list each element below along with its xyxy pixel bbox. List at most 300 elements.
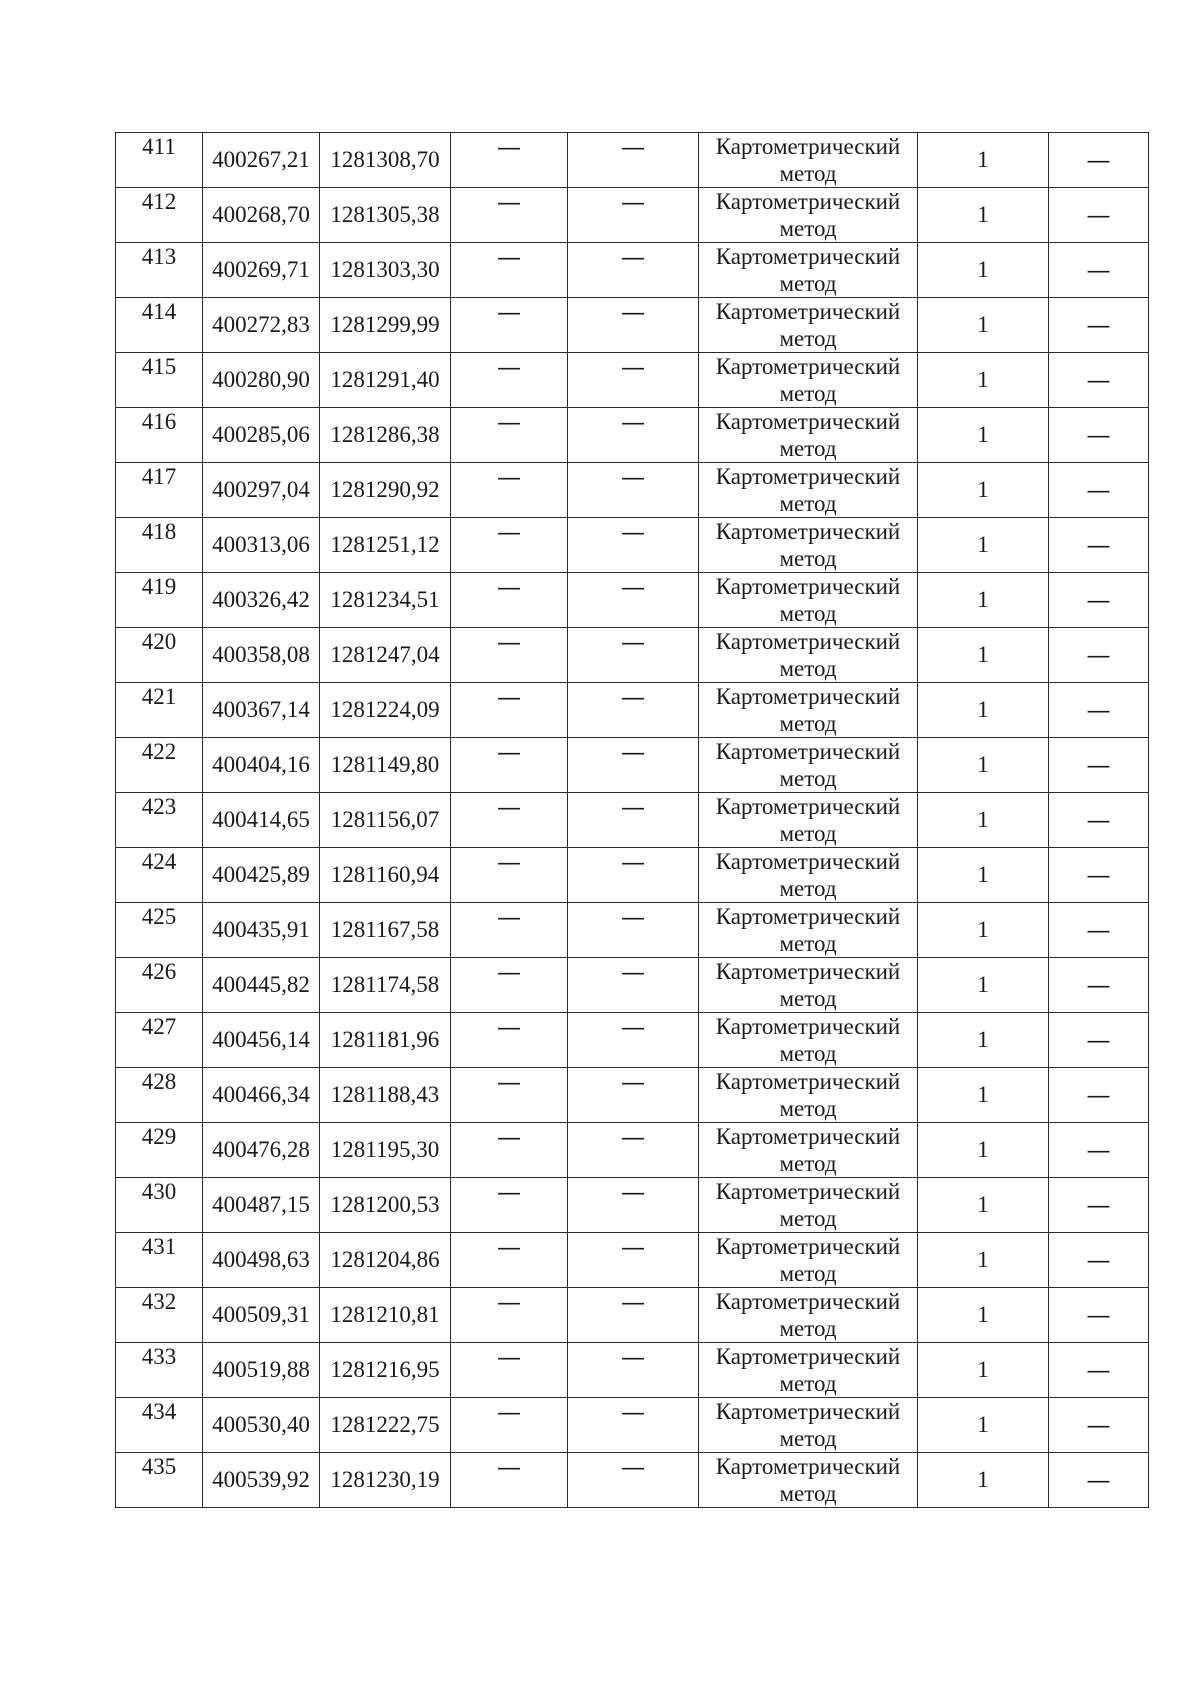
empty-dash-cell — [568, 518, 699, 573]
coordinate-y: 1281286,38 — [320, 408, 451, 463]
method-text-line2: метод — [779, 216, 837, 241]
empty-dash-cell — [451, 573, 568, 628]
coordinate-x: 400466,34 — [203, 1068, 320, 1123]
empty-dash-cell — [451, 903, 568, 958]
point-number: 412 — [116, 188, 203, 243]
dash-mark: — — [1086, 1245, 1111, 1274]
empty-dash-cell — [1049, 133, 1149, 188]
dash-mark: — — [497, 1123, 521, 1151]
point-number: 414 — [116, 298, 203, 353]
empty-dash-cell — [1049, 408, 1149, 463]
table-body — [116, 133, 1149, 1508]
empty-dash-cell — [568, 463, 699, 518]
method-text-line2: метод — [779, 161, 837, 186]
coordinate-y: 1281222,75 — [320, 1398, 451, 1453]
dash-mark: — — [1086, 860, 1111, 889]
method-cell — [699, 683, 918, 738]
method-text-line1: Картометрический — [715, 574, 901, 599]
method-text-line2: метод — [779, 931, 837, 956]
empty-dash-cell — [1049, 628, 1149, 683]
table-row — [116, 1233, 1149, 1288]
method-cell — [699, 188, 918, 243]
method-text-line1: Картометрический — [715, 409, 901, 434]
method-text-line1: Картометрический — [715, 519, 901, 544]
coordinate-y: 1281299,99 — [320, 298, 451, 353]
accuracy-cell: 1 — [918, 298, 1049, 353]
coordinate-y: 1281230,19 — [320, 1453, 451, 1508]
dash-mark: — — [497, 133, 521, 161]
method-text-line1: Картометрический — [715, 1234, 901, 1259]
method-text-line2: метод — [779, 271, 837, 296]
method-text-line2: метод — [779, 821, 837, 846]
empty-dash-cell — [1049, 518, 1149, 573]
empty-dash-cell — [1049, 903, 1149, 958]
point-number: 417 — [116, 463, 203, 518]
coordinate-y: 1281290,92 — [320, 463, 451, 518]
point-number: 413 — [116, 243, 203, 298]
coordinate-x: 400404,16 — [203, 738, 320, 793]
method-text-line2: метод — [779, 1261, 837, 1286]
method-text-line2: метод — [779, 876, 837, 901]
dash-mark: — — [1086, 1410, 1111, 1439]
table-row — [116, 738, 1149, 793]
point-number: 420 — [116, 628, 203, 683]
method-cell — [699, 848, 918, 903]
coordinate-y: 1281149,80 — [320, 738, 451, 793]
table-row — [116, 628, 1149, 683]
dash-mark: — — [497, 1178, 521, 1206]
method-text-line1: Картометрический — [715, 1289, 901, 1314]
empty-dash-cell — [451, 1123, 568, 1178]
dash-mark: — — [497, 793, 521, 821]
accuracy-cell: 1 — [918, 133, 1049, 188]
table-row — [116, 848, 1149, 903]
empty-dash-cell — [1049, 1398, 1149, 1453]
dash-mark: — — [621, 1398, 645, 1426]
dash-mark: — — [621, 518, 645, 546]
empty-dash-cell — [451, 738, 568, 793]
coordinate-x: 400367,14 — [203, 683, 320, 738]
method-text-line1: Картометрический — [715, 189, 901, 214]
method-text-line1: Картометрический — [715, 849, 901, 874]
empty-dash-cell — [568, 353, 699, 408]
table-row — [116, 1178, 1149, 1233]
method-text-line2: метод — [779, 1151, 837, 1176]
coordinate-y: 1281188,43 — [320, 1068, 451, 1123]
accuracy-cell: 1 — [918, 738, 1049, 793]
table-row — [116, 353, 1149, 408]
coordinate-y: 1281247,04 — [320, 628, 451, 683]
empty-dash-cell — [1049, 573, 1149, 628]
dash-mark: — — [621, 353, 645, 381]
dash-mark: — — [1086, 1465, 1111, 1494]
method-text-line2: метод — [779, 546, 837, 571]
empty-dash-cell — [568, 1233, 699, 1288]
method-cell — [699, 903, 918, 958]
coordinate-y: 1281156,07 — [320, 793, 451, 848]
dash-mark: — — [1086, 585, 1111, 614]
method-text-line2: метод — [779, 436, 837, 461]
dash-mark: — — [497, 1453, 521, 1481]
point-number: 435 — [116, 1453, 203, 1508]
dash-mark: — — [1086, 695, 1111, 724]
method-cell — [699, 243, 918, 298]
empty-dash-cell — [1049, 1288, 1149, 1343]
empty-dash-cell — [568, 408, 699, 463]
point-number: 411 — [116, 133, 203, 188]
dash-mark: — — [497, 1343, 521, 1371]
empty-dash-cell — [1049, 1453, 1149, 1508]
method-text-line2: метод — [779, 601, 837, 626]
empty-dash-cell — [568, 298, 699, 353]
table-row — [116, 1343, 1149, 1398]
coordinate-y: 1281167,58 — [320, 903, 451, 958]
point-number: 433 — [116, 1343, 203, 1398]
method-cell — [699, 133, 918, 188]
empty-dash-cell — [1049, 793, 1149, 848]
coordinate-x: 400530,40 — [203, 1398, 320, 1453]
method-text-line1: Картометрический — [715, 1454, 901, 1479]
method-text-line1: Картометрический — [715, 1124, 901, 1149]
dash-mark: — — [1086, 1355, 1111, 1384]
dash-mark: — — [1086, 915, 1111, 944]
accuracy-cell: 1 — [918, 683, 1049, 738]
table-row — [116, 793, 1149, 848]
empty-dash-cell — [451, 958, 568, 1013]
method-cell — [699, 958, 918, 1013]
method-cell — [699, 628, 918, 683]
dash-mark: — — [621, 1233, 645, 1261]
accuracy-cell: 1 — [918, 353, 1049, 408]
coordinate-x: 400268,70 — [203, 188, 320, 243]
empty-dash-cell — [451, 1288, 568, 1343]
method-text-line2: метод — [779, 1206, 837, 1231]
coordinate-y: 1281181,96 — [320, 1013, 451, 1068]
method-text-line2: метод — [779, 711, 837, 736]
method-text-line1: Картометрический — [715, 134, 901, 159]
dash-mark: — — [1086, 145, 1111, 174]
dash-mark: — — [497, 298, 521, 326]
coordinate-y: 1281195,30 — [320, 1123, 451, 1178]
method-text-line1: Картометрический — [715, 959, 901, 984]
coordinate-x: 400313,06 — [203, 518, 320, 573]
empty-dash-cell — [451, 133, 568, 188]
dash-mark: — — [621, 793, 645, 821]
coordinate-x: 400297,04 — [203, 463, 320, 518]
accuracy-cell: 1 — [918, 188, 1049, 243]
method-text-line1: Картометрический — [715, 1069, 901, 1094]
dash-mark: — — [621, 1453, 645, 1481]
method-text-line1: Картометрический — [715, 739, 901, 764]
table-row — [116, 243, 1149, 298]
coordinate-x: 400280,90 — [203, 353, 320, 408]
dash-mark: — — [497, 463, 521, 491]
dash-mark: — — [497, 518, 521, 546]
method-cell — [699, 1123, 918, 1178]
method-cell — [699, 1068, 918, 1123]
coordinate-x: 400267,21 — [203, 133, 320, 188]
method-cell — [699, 1288, 918, 1343]
method-text-line1: Картометрический — [715, 629, 901, 654]
point-number: 415 — [116, 353, 203, 408]
coordinate-x: 400487,15 — [203, 1178, 320, 1233]
table-row — [116, 518, 1149, 573]
accuracy-cell: 1 — [918, 518, 1049, 573]
coordinate-y: 1281224,09 — [320, 683, 451, 738]
method-cell — [699, 408, 918, 463]
dash-mark: — — [1086, 475, 1111, 504]
point-number: 423 — [116, 793, 203, 848]
dash-mark: — — [621, 1343, 645, 1371]
method-cell — [699, 793, 918, 848]
table-row — [116, 1453, 1149, 1508]
method-text-line1: Картометрический — [715, 684, 901, 709]
empty-dash-cell — [451, 793, 568, 848]
table-row — [116, 1013, 1149, 1068]
point-number: 421 — [116, 683, 203, 738]
point-number: 425 — [116, 903, 203, 958]
dash-mark: — — [1086, 750, 1111, 779]
dash-mark: — — [621, 683, 645, 711]
method-text-line2: метод — [779, 1426, 837, 1451]
accuracy-cell: 1 — [918, 903, 1049, 958]
accuracy-cell: 1 — [918, 958, 1049, 1013]
method-text-line1: Картометрический — [715, 299, 901, 324]
coordinate-x: 400435,91 — [203, 903, 320, 958]
accuracy-cell: 1 — [918, 793, 1049, 848]
dash-mark: — — [1086, 1300, 1111, 1329]
empty-dash-cell — [1049, 1068, 1149, 1123]
coordinate-x: 400414,65 — [203, 793, 320, 848]
accuracy-cell: 1 — [918, 628, 1049, 683]
empty-dash-cell — [451, 408, 568, 463]
coordinate-y: 1281305,38 — [320, 188, 451, 243]
empty-dash-cell — [568, 683, 699, 738]
empty-dash-cell — [568, 1068, 699, 1123]
method-text-line2: метод — [779, 1481, 837, 1506]
method-cell — [699, 518, 918, 573]
dash-mark: — — [621, 463, 645, 491]
method-text-line1: Картометрический — [715, 1014, 901, 1039]
empty-dash-cell — [1049, 463, 1149, 518]
accuracy-cell: 1 — [918, 243, 1049, 298]
method-cell — [699, 1343, 918, 1398]
empty-dash-cell — [1049, 848, 1149, 903]
empty-dash-cell — [568, 1123, 699, 1178]
dash-mark: — — [497, 1013, 521, 1041]
method-cell — [699, 1178, 918, 1233]
empty-dash-cell — [568, 1343, 699, 1398]
accuracy-cell: 1 — [918, 848, 1049, 903]
empty-dash-cell — [1049, 683, 1149, 738]
empty-dash-cell — [451, 628, 568, 683]
dash-mark: — — [497, 1233, 521, 1261]
method-text-line1: Картометрический — [715, 464, 901, 489]
empty-dash-cell — [1049, 1013, 1149, 1068]
method-text-line2: метод — [779, 1041, 837, 1066]
empty-dash-cell — [451, 1068, 568, 1123]
coordinate-y: 1281303,30 — [320, 243, 451, 298]
dash-mark: — — [621, 573, 645, 601]
table-row — [116, 1068, 1149, 1123]
accuracy-cell: 1 — [918, 1453, 1049, 1508]
coordinate-y: 1281200,53 — [320, 1178, 451, 1233]
empty-dash-cell — [451, 243, 568, 298]
method-text-line1: Картометрический — [715, 1179, 901, 1204]
method-cell — [699, 353, 918, 408]
coordinate-y: 1281174,58 — [320, 958, 451, 1013]
dash-mark: — — [1086, 200, 1111, 229]
dash-mark: — — [621, 133, 645, 161]
method-text-line1: Картометрический — [715, 1344, 901, 1369]
dash-mark: — — [621, 1288, 645, 1316]
empty-dash-cell — [1049, 738, 1149, 793]
dash-mark: — — [497, 628, 521, 656]
table-row — [116, 1398, 1149, 1453]
dash-mark: — — [621, 408, 645, 436]
coordinate-x: 400498,63 — [203, 1233, 320, 1288]
dash-mark: — — [1086, 255, 1111, 284]
method-text-line1: Картометрический — [715, 244, 901, 269]
dash-mark: — — [497, 958, 521, 986]
method-cell — [699, 463, 918, 518]
dash-mark: — — [497, 1068, 521, 1096]
empty-dash-cell — [1049, 298, 1149, 353]
dash-mark: — — [621, 188, 645, 216]
empty-dash-cell — [451, 463, 568, 518]
coordinate-x: 400476,28 — [203, 1123, 320, 1178]
dash-mark: — — [497, 408, 521, 436]
accuracy-cell: 1 — [918, 1068, 1049, 1123]
dash-mark: — — [621, 903, 645, 931]
dash-mark: — — [1086, 805, 1111, 834]
dash-mark: — — [621, 1123, 645, 1151]
point-number: 428 — [116, 1068, 203, 1123]
dash-mark: — — [497, 243, 521, 271]
point-number: 424 — [116, 848, 203, 903]
table-row — [116, 133, 1149, 188]
empty-dash-cell — [451, 518, 568, 573]
coordinate-x: 400425,89 — [203, 848, 320, 903]
empty-dash-cell — [568, 628, 699, 683]
empty-dash-cell — [1049, 353, 1149, 408]
table-row — [116, 903, 1149, 958]
table-row — [116, 188, 1149, 243]
accuracy-cell: 1 — [918, 1233, 1049, 1288]
table-row — [116, 1288, 1149, 1343]
dash-mark: — — [621, 628, 645, 656]
method-text-line2: метод — [779, 491, 837, 516]
dash-mark: — — [1086, 1190, 1111, 1219]
accuracy-cell: 1 — [918, 463, 1049, 518]
dash-mark: — — [1086, 970, 1111, 999]
coordinate-x: 400519,88 — [203, 1343, 320, 1398]
empty-dash-cell — [451, 1233, 568, 1288]
accuracy-cell: 1 — [918, 1013, 1049, 1068]
empty-dash-cell — [1049, 188, 1149, 243]
dash-mark: — — [497, 188, 521, 216]
dash-mark: — — [497, 353, 521, 381]
coordinate-y: 1281160,94 — [320, 848, 451, 903]
accuracy-cell: 1 — [918, 1123, 1049, 1178]
accuracy-cell: 1 — [918, 1398, 1049, 1453]
coordinate-x: 400456,14 — [203, 1013, 320, 1068]
method-text-line2: метод — [779, 656, 837, 681]
point-number: 418 — [116, 518, 203, 573]
empty-dash-cell — [451, 298, 568, 353]
method-text-line2: метод — [779, 766, 837, 791]
empty-dash-cell — [568, 1178, 699, 1233]
dash-mark: — — [497, 738, 521, 766]
dash-mark: — — [621, 1068, 645, 1096]
empty-dash-cell — [568, 1013, 699, 1068]
accuracy-cell: 1 — [918, 1343, 1049, 1398]
table-row — [116, 1123, 1149, 1178]
dash-mark: — — [497, 1398, 521, 1426]
empty-dash-cell — [1049, 1178, 1149, 1233]
empty-dash-cell — [568, 1453, 699, 1508]
accuracy-cell: 1 — [918, 408, 1049, 463]
coordinate-y: 1281210,81 — [320, 1288, 451, 1343]
empty-dash-cell — [568, 1288, 699, 1343]
method-cell — [699, 738, 918, 793]
coordinate-x: 400326,42 — [203, 573, 320, 628]
point-number: 434 — [116, 1398, 203, 1453]
coordinate-x: 400445,82 — [203, 958, 320, 1013]
dash-mark: — — [497, 1288, 521, 1316]
table-row — [116, 408, 1149, 463]
dash-mark: — — [1086, 530, 1111, 559]
dash-mark: — — [1086, 310, 1111, 339]
coordinate-x: 400272,83 — [203, 298, 320, 353]
empty-dash-cell — [451, 353, 568, 408]
method-cell — [699, 1233, 918, 1288]
empty-dash-cell — [568, 738, 699, 793]
dash-mark: — — [497, 573, 521, 601]
coordinate-y: 1281308,70 — [320, 133, 451, 188]
dash-mark: — — [497, 903, 521, 931]
dash-mark: — — [621, 958, 645, 986]
table-row — [116, 463, 1149, 518]
empty-dash-cell — [568, 188, 699, 243]
coordinates-table — [115, 132, 1149, 1508]
method-cell — [699, 1398, 918, 1453]
point-number: 430 — [116, 1178, 203, 1233]
method-text-line2: метод — [779, 1316, 837, 1341]
coordinate-x: 400358,08 — [203, 628, 320, 683]
empty-dash-cell — [451, 188, 568, 243]
empty-dash-cell — [451, 1178, 568, 1233]
method-cell — [699, 1453, 918, 1508]
point-number: 429 — [116, 1123, 203, 1178]
empty-dash-cell — [568, 133, 699, 188]
coordinate-y: 1281216,95 — [320, 1343, 451, 1398]
point-number: 427 — [116, 1013, 203, 1068]
coordinate-y: 1281204,86 — [320, 1233, 451, 1288]
empty-dash-cell — [451, 1013, 568, 1068]
point-number: 432 — [116, 1288, 203, 1343]
empty-dash-cell — [568, 243, 699, 298]
method-cell — [699, 298, 918, 353]
method-cell — [699, 1013, 918, 1068]
point-number: 416 — [116, 408, 203, 463]
empty-dash-cell — [568, 793, 699, 848]
dash-mark: — — [621, 298, 645, 326]
method-text-line2: метод — [779, 381, 837, 406]
accuracy-cell: 1 — [918, 1288, 1049, 1343]
empty-dash-cell — [568, 903, 699, 958]
table-row — [116, 298, 1149, 353]
